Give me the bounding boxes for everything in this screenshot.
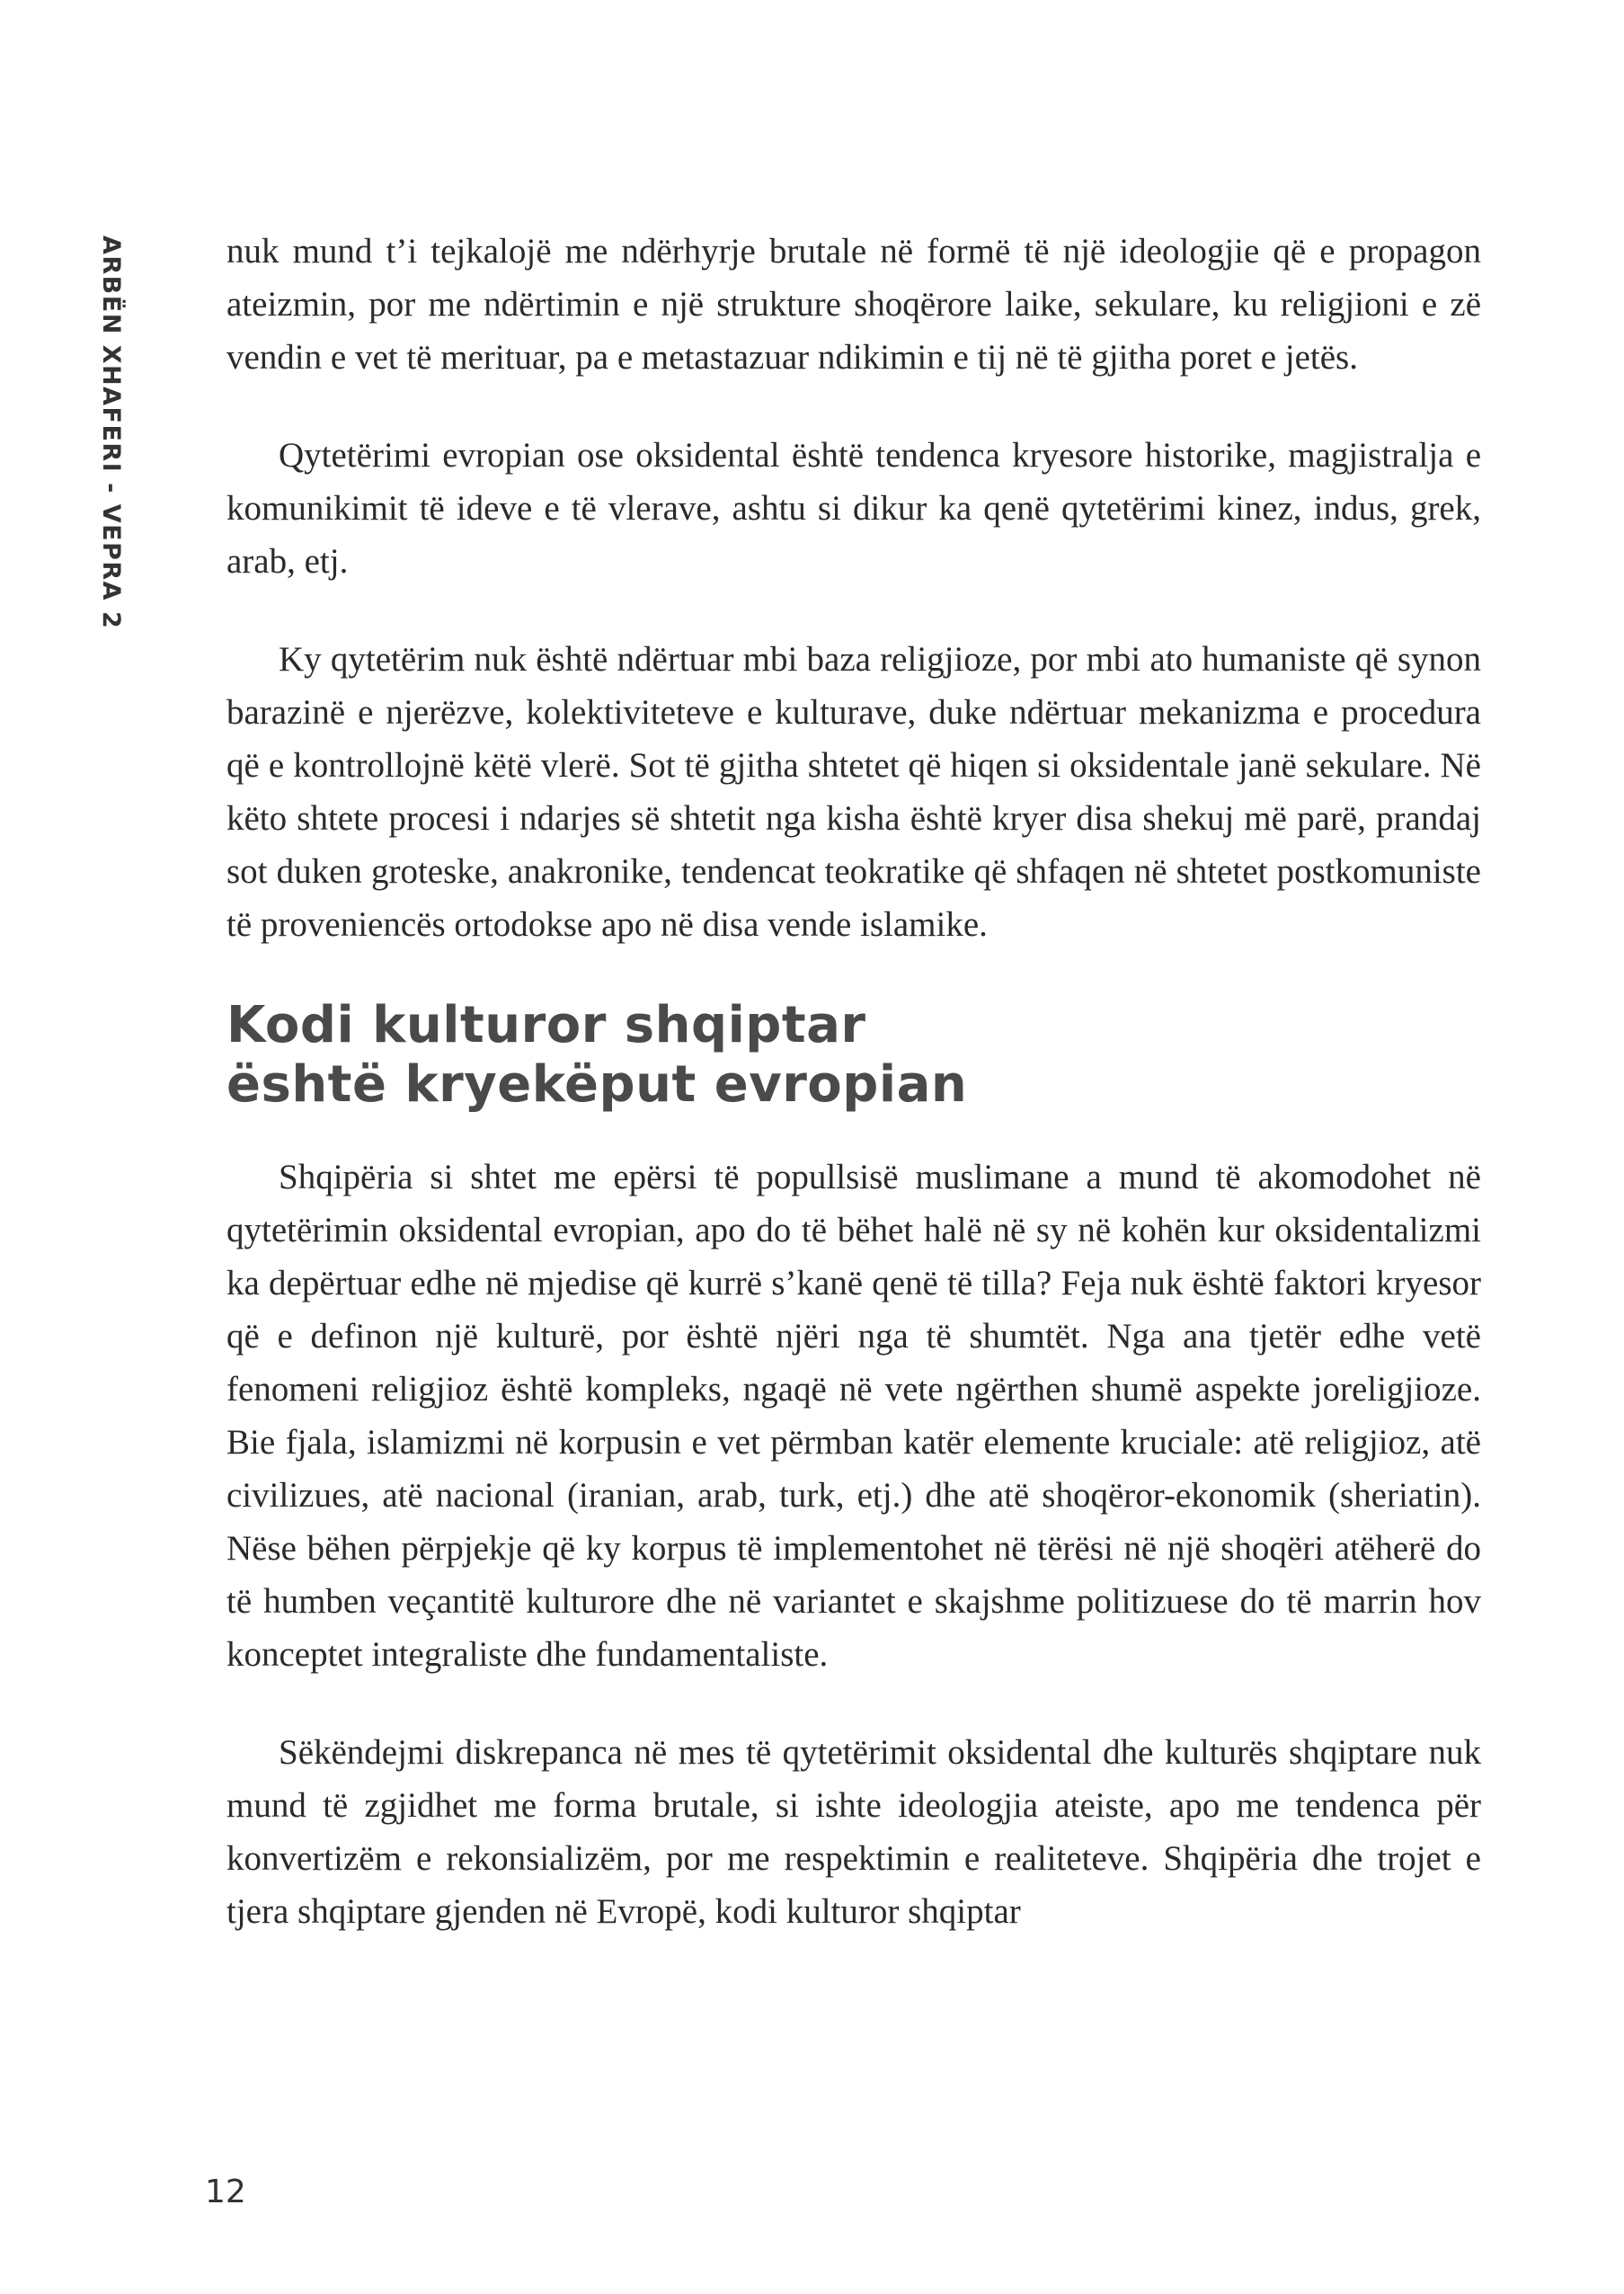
page-number: 12 bbox=[205, 2174, 246, 2210]
section-heading bbox=[226, 996, 1481, 1115]
paragraph-continued: nuk mund t’i tejkalojë me ndërhyrje brutale në formë të një ideologjie që e propagon ateizmin, por me ndërtimin e një strukture shoqërore laike, sekulare, ku religjioni e zë vendin e vet të merituar, pa e metastazuar ndikimin e tij në të gjitha poret e jetës. bbox=[226, 232, 1481, 377]
paragraph: Ky qytetërim nuk është ndërtuar mbi baza religjioze, por mbi ato humaniste që synon barazinë e njerëzve, kolektiviteteve e kulturave, duke ndërtuar mekanizma e procedura që e kontrollojnë këtë vlerë. Sot të gjitha shtetet që hiqen si oksidentale janë sekulare. Në këto shtete procesi i ndarjes së shtetit nga kisha është kryer disa shekuj më parë, prandaj sot duken groteske, anakronike, tendencat teokratike që shfaqen në shtetet postkomuniste të proveniencës ortodokse apo në disa vende islamike. bbox=[226, 640, 1481, 944]
section-heading-line: është kryekëput evropian bbox=[226, 1055, 968, 1114]
section-heading-line: Kodi kulturor shqiptar bbox=[226, 996, 866, 1054]
running-head bbox=[93, 236, 125, 631]
running-head-text: ARBËN XHAFERI - VEPRA 2 bbox=[97, 236, 125, 630]
paragraph: Sëkëndejmi diskrepanca në mes të qytetërimit oksidental dhe kulturës shqiptare nuk mund të zgjidhet me forma brutale, si ishte ideologjia ateiste, apo me tendenca për konvertizëm e rekonsializëm, por me respektimin e realiteteve. Shqipëria dhe trojet e tjera shqiptare gjenden në Evropë, kodi kulturor shqiptar bbox=[226, 1733, 1481, 1931]
paragraph: Shqipëria si shtet me epërsi të popullsisë muslimane a mund të akomodohet në qytetërimin oksidental evropian, apo do të bëhet halë në sy në kohën kur oksidentalizmi ka depërtuar edhe në mjedise që kurrë s’kanë qenë të tilla? Feja nuk është faktori kryesor që e definon një kulturë, por është njëri nga të shumtët. Nga ana tjetër edhe vetë fenomeni religjioz është kompleks, ngaqë në vete ngërthen shumë aspekte joreligjioze. Bie fjala, islamizmi në korpusin e vet përmban katër elemente kruciale: atë religjioz, atë civilizues, atë nacional (iranian, arab, turk, etj.) dhe atë shoqëror-ekonomik (sheriatin). Nëse bëhen përpjekje që ky korpus të implementohet në tërësi në një shoqëri atëherë do të humben veçantitë kulturore dhe në variantet e skajshme politizuese do të marrin hov konceptet integraliste dhe fundamentaliste. bbox=[226, 1158, 1481, 1674]
paragraph: Qytetërimi evropian ose oksidental është tendenca kryesore historike, magjistralja e komunikimit të ideve e të vlerave, ashtu si dikur ka qenë qytetërimi kinez, indus, grek, arab, etj. bbox=[226, 436, 1481, 581]
body-text bbox=[226, 225, 1481, 1938]
